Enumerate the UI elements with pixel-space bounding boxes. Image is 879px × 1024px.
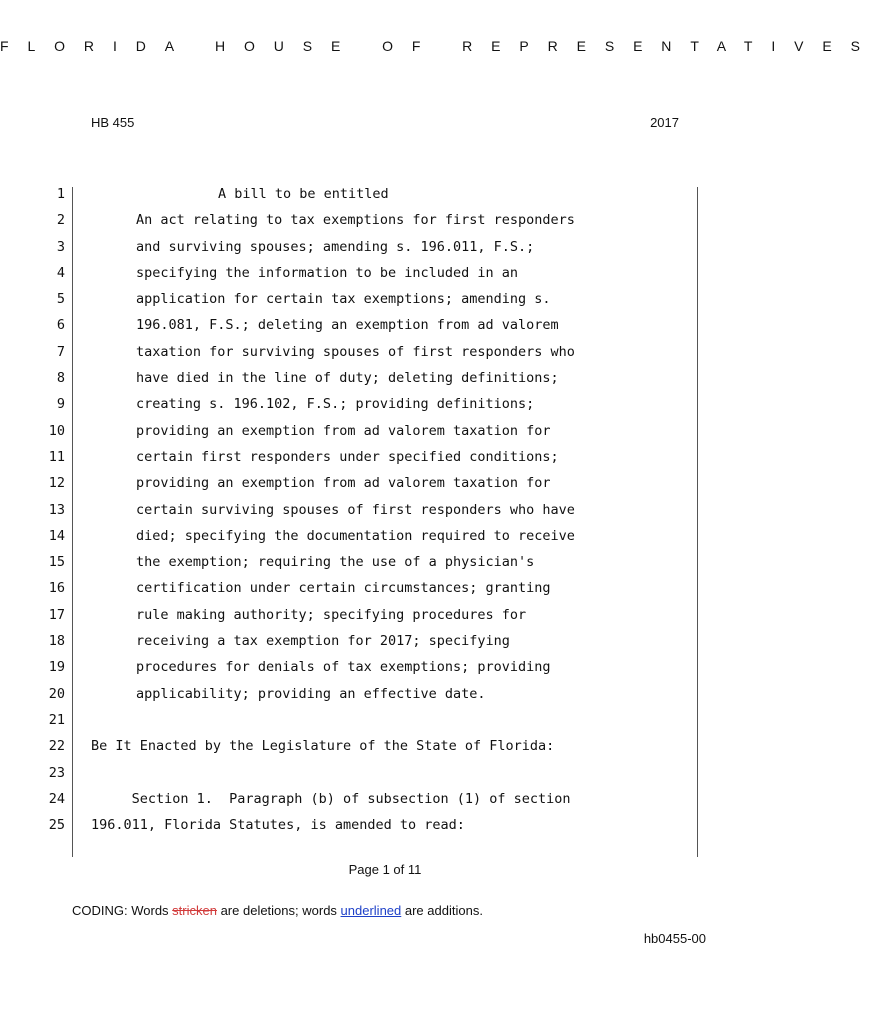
bill-line: [0, 182, 770, 208]
bill-line: [0, 524, 770, 550]
bill-line: [0, 550, 770, 576]
bill-text-lines: [0, 182, 770, 839]
line-number: 22: [48, 738, 65, 755]
bill-line: [0, 734, 770, 760]
line-number: 11: [48, 448, 65, 465]
line-number: 24: [48, 790, 65, 807]
line-text: certification under certain circumstances; granting: [136, 580, 551, 597]
line-text: certain first responders under specified conditions;: [136, 448, 559, 465]
bill-line: [0, 340, 770, 366]
bill-line: [0, 761, 770, 787]
line-text: Section 1. Paragraph (b) of subsection (1) of section: [91, 790, 571, 807]
coding-legend: [72, 903, 483, 918]
line-text: have died in the line of duty; deleting definitions;: [136, 370, 559, 387]
line-text: taxation for surviving spouses of first responders who: [136, 343, 575, 360]
bill-line: [0, 813, 770, 839]
line-text: 196.081, F.S.; deleting an exemption from ad valorem: [136, 317, 559, 334]
bill-line: [0, 708, 770, 734]
line-text: An act relating to tax exemptions for first responders: [136, 212, 575, 229]
bill-line: [0, 471, 770, 497]
line-text: died; specifying the documentation required to receive: [136, 527, 575, 544]
line-text: 196.011, Florida Statutes, is amended to read:: [91, 817, 465, 834]
line-text: the exemption; requiring the use of a physician's: [136, 554, 535, 571]
bill-line: [0, 419, 770, 445]
bill-line: [0, 287, 770, 313]
bill-line: [0, 655, 770, 681]
coding-suffix: are additions.: [401, 903, 483, 918]
line-number: 5: [56, 291, 65, 308]
bill-id: HB 455: [91, 115, 135, 130]
bill-line: [0, 392, 770, 418]
bill-line: [0, 603, 770, 629]
line-number: 13: [48, 501, 65, 518]
document-code: hb0455-00: [643, 931, 706, 946]
line-text: receiving a tax exemption for 2017; specifying: [136, 633, 510, 650]
line-text: and surviving spouses; amending s. 196.011, F.S.;: [136, 238, 535, 255]
line-text: procedures for denials of tax exemptions; providing: [136, 659, 551, 676]
line-number: 15: [48, 554, 65, 571]
bill-line: [0, 576, 770, 602]
line-number: 17: [48, 606, 65, 623]
bill-line: [0, 445, 770, 471]
line-text: providing an exemption from ad valorem taxation for: [136, 475, 551, 492]
line-number: 23: [48, 764, 65, 781]
line-number: 16: [48, 580, 65, 597]
line-number: 14: [48, 527, 65, 544]
line-text: A bill to be entitled: [218, 186, 389, 202]
coding-mid: are deletions; words: [216, 903, 341, 918]
line-number: 25: [48, 817, 65, 834]
bill-line: [0, 682, 770, 708]
line-text: applicability; providing an effective date.: [136, 685, 486, 702]
line-text: creating s. 196.102, F.S.; providing definitions;: [136, 396, 535, 413]
line-number: 3: [56, 238, 65, 255]
line-number: 21: [48, 711, 65, 728]
line-number: 20: [48, 685, 65, 702]
line-text: application for certain tax exemptions; amending s.: [136, 291, 551, 308]
bill-line: [0, 261, 770, 287]
line-text: specifying the information to be included in an: [136, 264, 519, 281]
bill-line: [0, 787, 770, 813]
line-text: Be It Enacted by the Legislature of the State of Florida:: [91, 738, 555, 755]
line-number: 1: [56, 186, 65, 202]
coding-stricken: stricken: [172, 903, 217, 918]
line-number: 4: [56, 264, 65, 281]
bill-line: [0, 235, 770, 261]
line-number: 8: [56, 370, 65, 387]
line-number: 7: [56, 343, 65, 360]
page-number: Page 1 of 11: [348, 862, 422, 877]
line-number: 2: [56, 212, 65, 229]
chamber-title: FLORIDA HOUSE OF REPRESENTATIVES: [0, 38, 879, 54]
bill-line: [0, 366, 770, 392]
line-number: 9: [56, 396, 65, 413]
bill-year: 2017: [650, 115, 679, 130]
bill-line: [0, 313, 770, 339]
coding-underlined: underlined: [340, 903, 402, 918]
line-number: 12: [48, 475, 65, 492]
line-number: 19: [48, 659, 65, 676]
coding-prefix: CODING: Words: [72, 903, 173, 918]
line-number: 6: [56, 317, 65, 334]
line-text: certain surviving spouses of first responders who have: [136, 501, 575, 518]
line-text: rule making authority; specifying procedures for: [136, 606, 527, 623]
line-number: 10: [48, 422, 65, 439]
line-number: 18: [48, 633, 65, 650]
bill-line: [0, 208, 770, 234]
line-text: providing an exemption from ad valorem taxation for: [136, 422, 551, 439]
bill-line: [0, 629, 770, 655]
bill-line: [0, 498, 770, 524]
